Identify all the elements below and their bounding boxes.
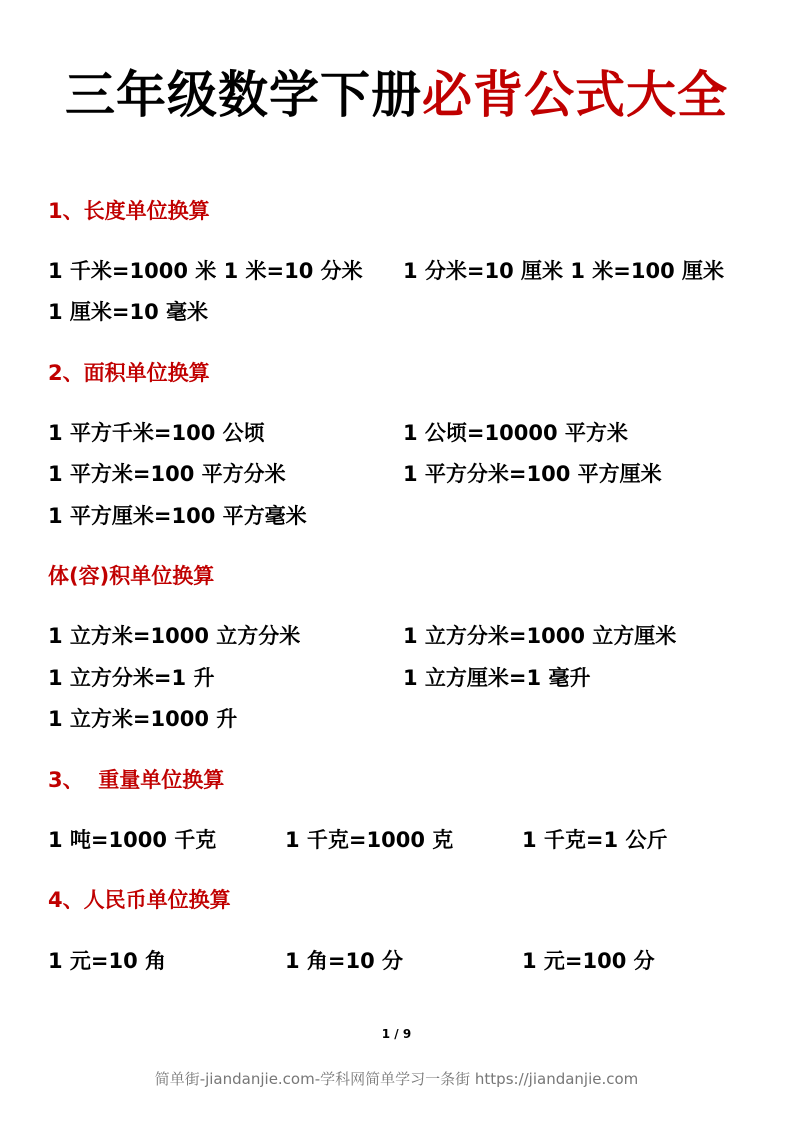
formula-line: 1 吨=1000 千克: [48, 828, 217, 852]
section-heading-volume: 体(容)积单位换算: [48, 564, 215, 588]
formula-line: 1 平方米=100 平方分米: [48, 462, 286, 486]
formula-line: 1 平方厘米=100 平方毫米: [48, 504, 307, 528]
formula-line: 1 元=100 分: [522, 949, 655, 973]
formula-line: 1 厘米=10 毫米: [48, 300, 209, 324]
section-heading-length: 1、长度单位换算: [48, 199, 210, 223]
formula-line: 1 千米=1000 米 1 米=10 分米: [48, 259, 363, 283]
formula-line: 1 千克=1000 克: [285, 828, 454, 852]
page-title: [0, 60, 793, 130]
section-heading-weight: 3、 重量单位换算: [48, 768, 225, 792]
formula-line: 1 平方分米=100 平方厘米: [403, 462, 662, 486]
formula-line: 1 立方分米=1000 立方厘米: [403, 624, 677, 648]
formula-line: 1 立方米=1000 立方分米: [48, 624, 301, 648]
formula-line: 1 千克=1 公斤: [522, 828, 668, 852]
section-heading-currency: 4、人民币单位换算: [48, 888, 231, 912]
formula-line: 1 平方千米=100 公顷: [48, 421, 265, 445]
formula-line: 1 公顷=10000 平方米: [403, 421, 628, 445]
formula-line: 1 元=10 角: [48, 949, 167, 973]
formula-line: 1 角=10 分: [285, 949, 404, 973]
footer-watermark: 简单街-jiandanjie.com-学科网简单学习一条街 https://jiandanjie.com: [154, 1070, 639, 1088]
section-heading-area: 2、面积单位换算: [48, 361, 210, 385]
page-number: 1 / 9: [381, 1027, 412, 1041]
formula-line: 1 立方米=1000 升: [48, 707, 238, 731]
formula-line: 1 分米=10 厘米 1 米=100 厘米: [403, 259, 725, 283]
formula-line: 1 立方分米=1 升: [48, 666, 215, 690]
formula-line: 1 立方厘米=1 毫升: [403, 666, 591, 690]
title-red-part: 必背公式大全: [422, 66, 728, 124]
title-black-part: 三年级数学下册: [65, 66, 422, 124]
